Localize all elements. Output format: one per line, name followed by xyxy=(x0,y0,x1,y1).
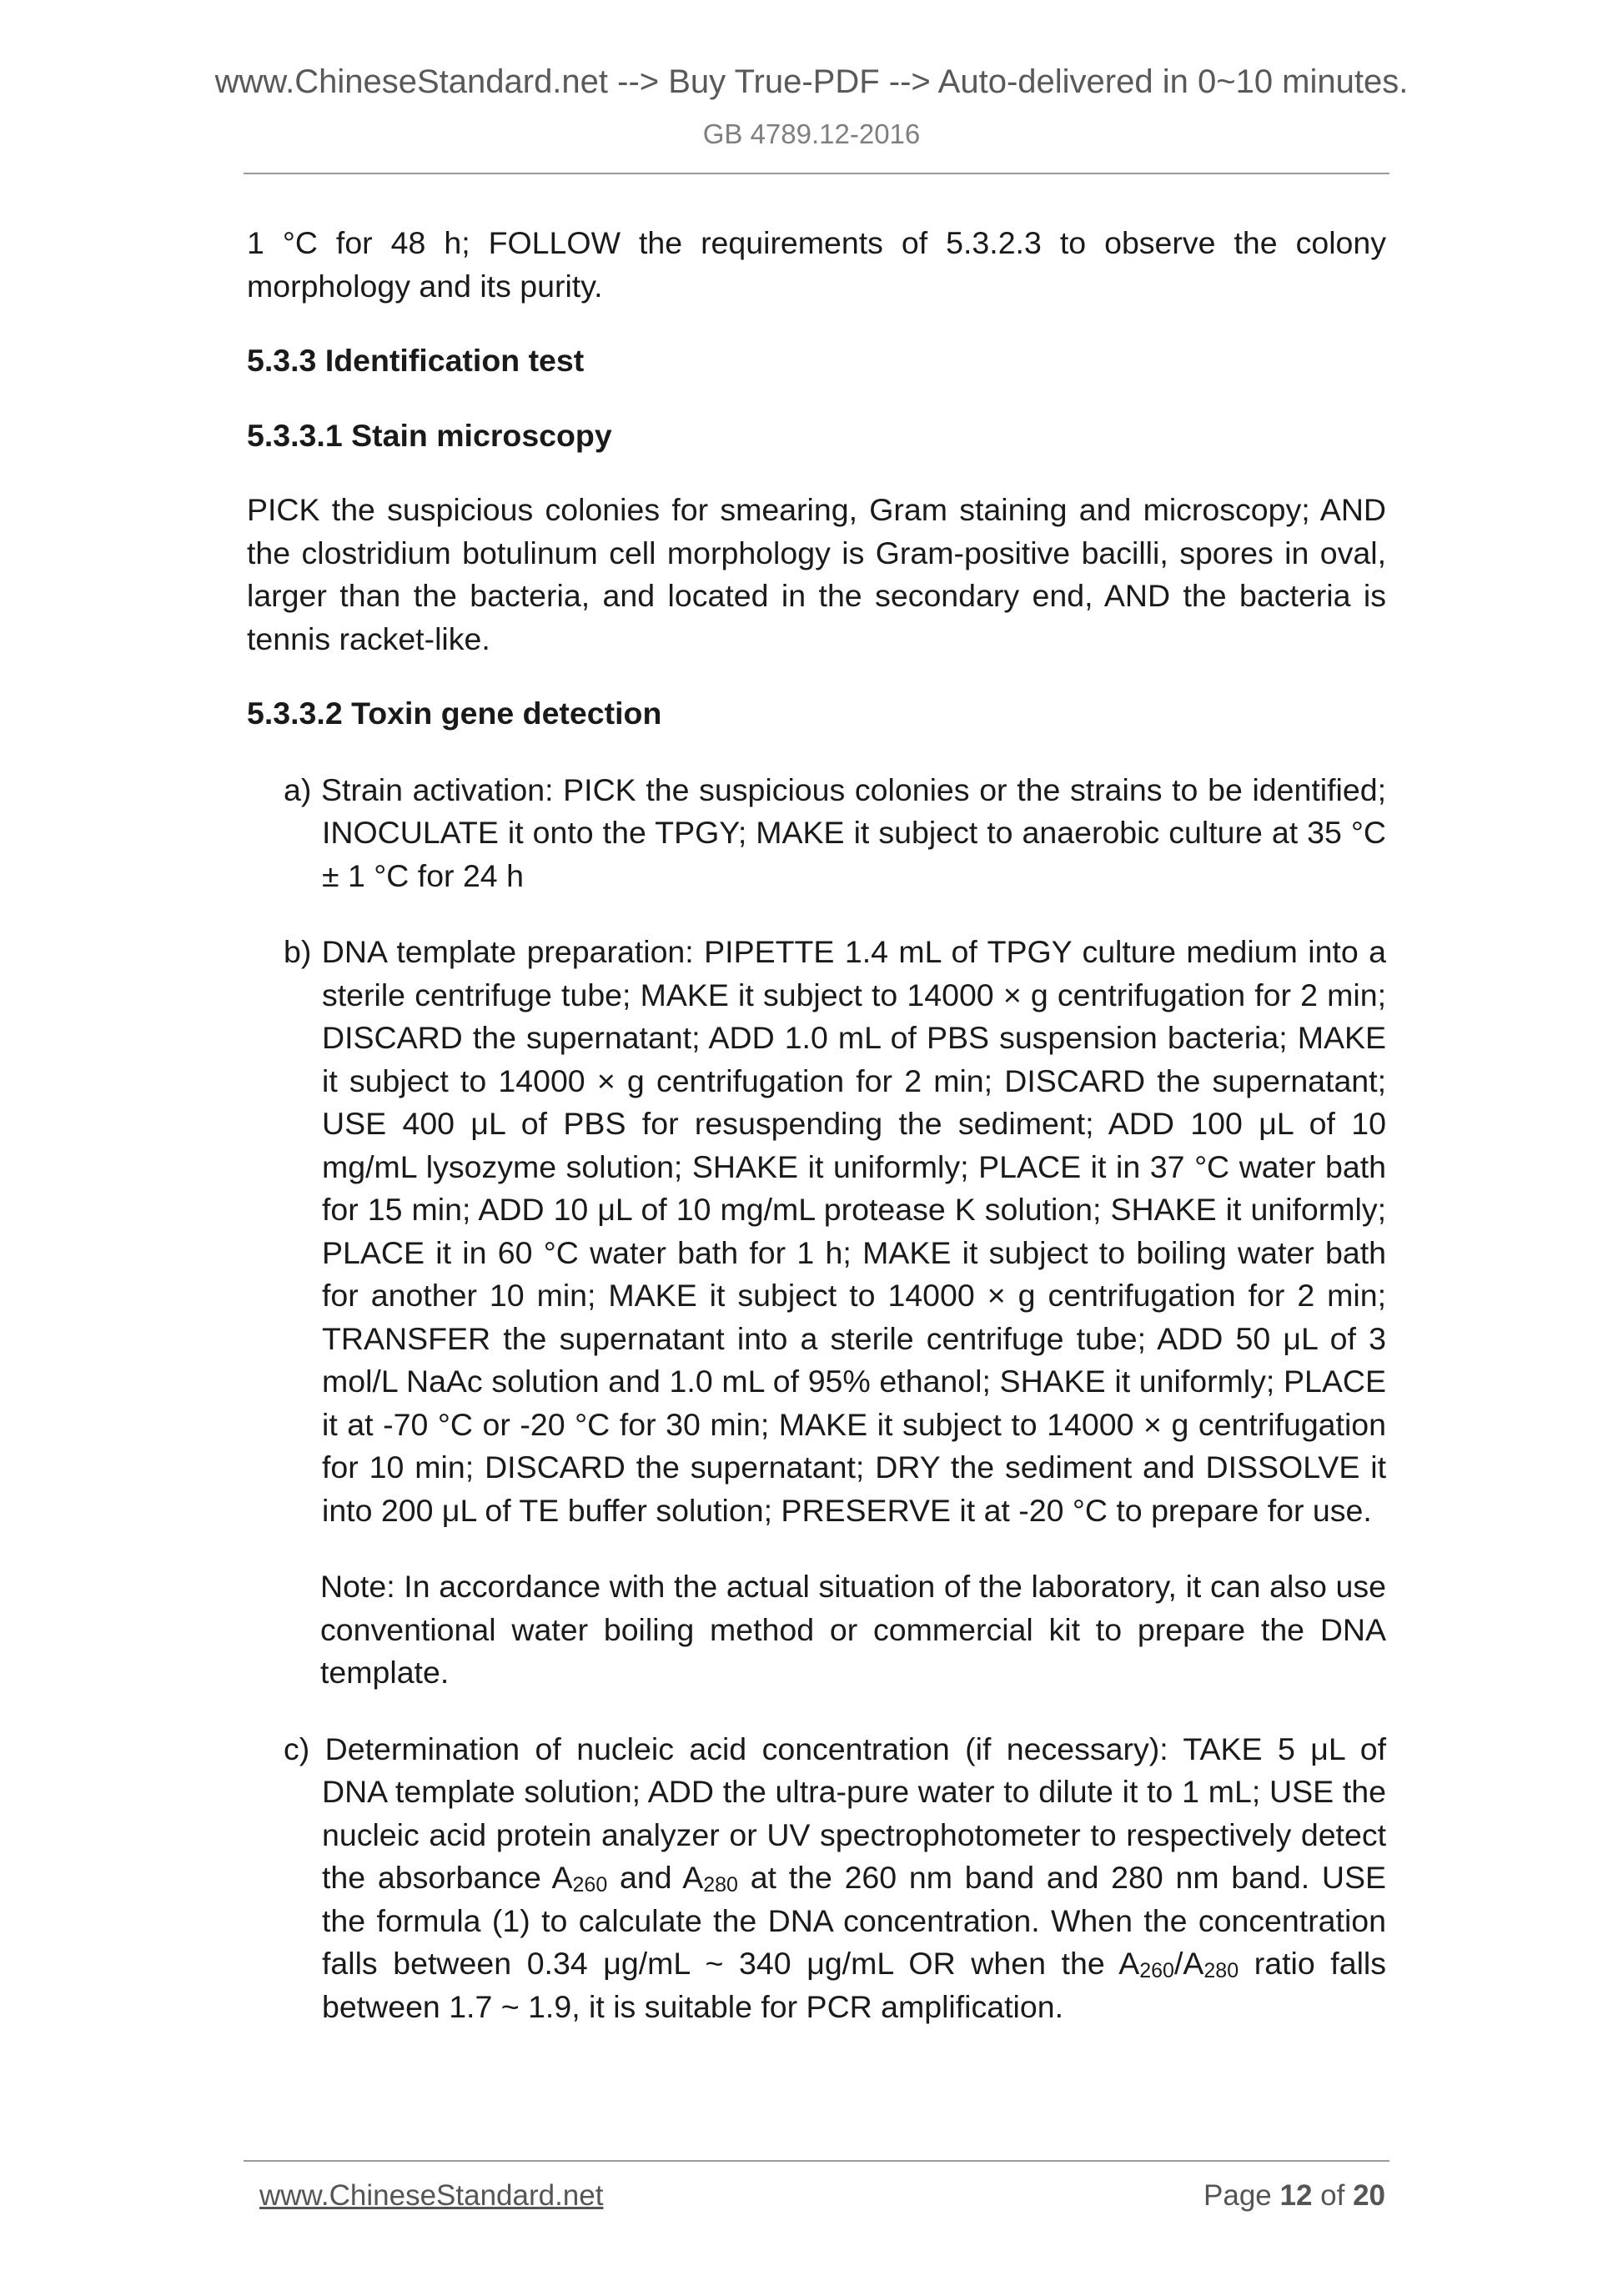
section-heading-5-3-3-2: 5.3.3.2 Toxin gene detection xyxy=(247,696,662,731)
note-paragraph: Note: In accordance with the actual situation of the laboratory, it can also use conventional water boiling method or commercial kit to prepare the DNA template. xyxy=(320,1569,1386,1690)
subscript-260-ratio: 260 xyxy=(1139,1959,1174,1982)
header-divider xyxy=(244,173,1389,174)
page-total: 20 xyxy=(1353,2179,1385,2212)
item-c-text-2: and A xyxy=(607,1860,704,1895)
item-c-text-1: c) Determination of nucleic acid concentration (if necessary): TAKE 5 μL of DNA template solution; ADD the ultra-pure water to dilute it to 1 mL; USE the nucleic acid protein analyzer or UV spectrophotometer to respectively detect the absorbance A xyxy=(284,1731,1386,1895)
item-c-text-3: at the 260 nm band and 280 nm band. USE the formula (1) to calculate the DNA concentration. When the concentration falls between 0.34 μg/mL ~ 340 μg/mL OR when the A xyxy=(322,1860,1386,1981)
page-indicator xyxy=(1203,2181,1385,2210)
list-item-b: b) DNA template preparation: PIPETTE 1.4 mL of TPGY culture medium into a sterile centrifuge tube; MAKE it subject to 14000 × g centrifugation for 2 min; DISCARD the supernatant; ADD 1.0 mL of PBS suspension bacteria; MAKE it subject to 14000 × g centrifugation for 2 min; DISCARD the supernatant; USE 400 μL of PBS for resuspending the sediment; ADD 100 μL of 10 mg/mL lysozyme solution; SHAKE it uniformly; PLACE it in 37 °C water bath for 15 min; ADD 10 μL of 10 mg/mL protease K solution; SHAKE it uniformly; PLACE it in 60 °C water bath for 1 h; MAKE it subject to boiling water bath for another 10 min; MAKE it subject to 14000 × g centrifugation for 2 min; TRANSFER the supernatant into a sterile centrifuge tube; ADD 50 μL of 3 mol/L NaAc solution and 1.0 mL of 95% ethanol; SHAKE it uniformly; PLACE it at -70 °C or -20 °C for 30 min; MAKE it subject to 14000 × g centrifugation for 10 min; DISCARD the supernatant; DRY the sediment and DISSOLVE it into 200 μL of TE buffer solution; PRESERVE it at -20 °C to prepare for use. xyxy=(284,934,1386,1528)
footer-website-link[interactable]: www.ChineseStandard.net xyxy=(259,2179,604,2212)
stain-microscopy-paragraph: PICK the suspicious colonies for smearing, Gram staining and microscopy; AND the clostridium botulinum cell morphology is Gram-positive bacilli, spores in oval, larger than the bacteria, and located in the secondary end, AND the bacteria is tennis racket-like. xyxy=(247,492,1386,656)
page-number: 12 xyxy=(1279,2179,1313,2212)
item-c-text-4: /A xyxy=(1173,1946,1204,1981)
continuation-paragraph: 1 °C for 48 h; FOLLOW the requirements of 5.3.2.3 to observe the colony morphology and its purity. xyxy=(247,225,1386,304)
subscript-280: 280 xyxy=(703,1873,738,1897)
header-banner: www.ChineseStandard.net --> Buy True-PDF --> Auto-delivered in 0~10 minutes. xyxy=(214,63,1409,100)
page-prefix: Page xyxy=(1203,2179,1280,2212)
standard-number: GB 4789.12-2016 xyxy=(702,118,921,149)
page-body xyxy=(247,222,1386,2028)
page-of: of xyxy=(1312,2179,1354,2212)
list-item-a: a) Strain activation: PICK the suspicious colonies or the strains to be identified; INOCULATE it onto the TPGY; MAKE it subject to anaerobic culture at 35 °C ± 1 °C for 24 h xyxy=(284,771,1386,893)
section-heading-5-3-3: 5.3.3 Identification test xyxy=(247,343,585,378)
section-heading-5-3-3-1: 5.3.3.1 Stain microscopy xyxy=(247,417,612,453)
subscript-280-ratio: 280 xyxy=(1203,1959,1239,1982)
item-c-text-5: ratio falls between 1.7 ~ 1.9, it is suitable for PCR amplification. xyxy=(322,1946,1386,2024)
footer-divider xyxy=(244,2160,1389,2162)
list-item-c xyxy=(284,1728,1386,2029)
subscript-260: 260 xyxy=(572,1873,608,1897)
